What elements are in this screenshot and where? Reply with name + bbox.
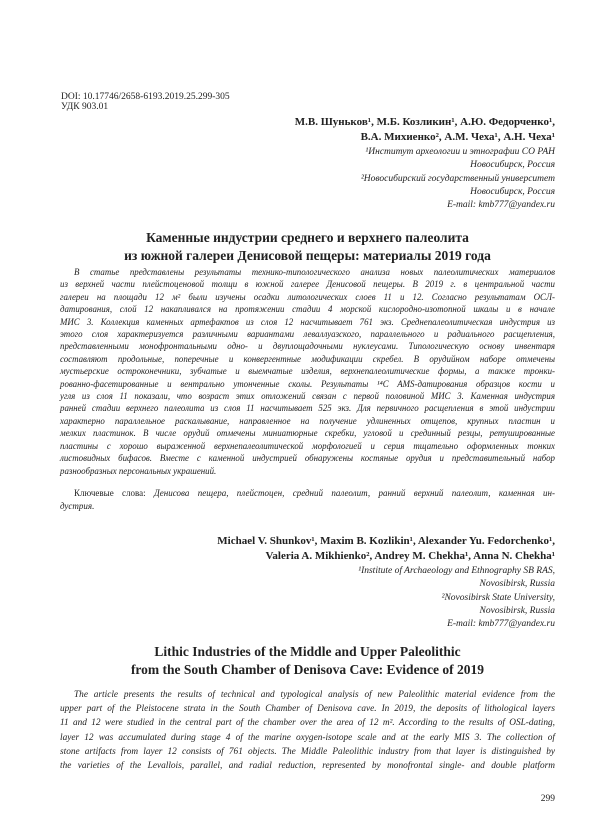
abstract-line: характерно параллельное раскалывание, направленное на получение удлиненных отщепов, крупных пластин и [60,415,555,426]
page-number: 299 [540,794,555,804]
abstract-line: layer 12 was accumulated during stage 4 of the marine oxygen-isotope scale and at the early MIS 3. The collection of [60,732,555,743]
abstract-line: представленными монофронтальными одно- и двуплощадочными нуклеусами. Типологическую основу инвентаря [60,341,555,352]
ru-affiliations [361,146,555,212]
abstract-line: рованно-фасетированные и вентрально утонченные сколы. Результаты ¹⁴C AMS-датирования образцов кости и [60,378,555,389]
title-line: Lithic Industries of the Middle and Upper Paleolithic [154,644,461,659]
author-line: Valeria A. Mikhienko², Andrey M. Chekha¹, Anna N. Chekha¹ [265,549,555,562]
keywords-label: Ключевые слова: [74,488,155,498]
abstract-line: пластины с хорошо выраженной верхнепалеолитической морфологией и серия тщательно оформленных тонких [60,440,555,451]
ru-authors [295,115,555,144]
abstract-line: В статье представлены результаты технико-типологического анализа новых палеолитических материалов [74,267,555,277]
affiliation-line: Новосибирск, Россия [470,186,555,197]
affiliation-line: Novosibirsk, Russia [479,605,555,616]
ru-title [60,229,555,264]
abstract-line: листовидных бифасов. Вместе с каменной индустрией обнаружены костяные орудия и представительный набор [60,453,555,464]
abstract-line: мустьерские остроконечники, зубчатые и выемчатые изделия, верхнепалеолитические формы, а также тронки- [60,366,555,377]
abstract-line: ранней стадии верхнего палеолита из слоя 11 насчитывает 525 экз. Для первичного расщепления в этой индустрии [60,403,555,414]
affiliation-line: Новосибирск, Россия [470,160,555,171]
abstract-line: upper part of the Pleistocene strata in the South Chamber of Denisova cave. In 2019, the deposits of lithological layers [60,704,555,715]
abstract-line: из верхней части плейстоценовой толщи в южной галерее Денисовой пещеры. В 2019 г. в центральной части [60,279,555,290]
keywords-text: Денисова пещера, плейстоцен, средний палеолит, ранний верхний палеолит, каменная ин- [154,488,555,498]
en-abstract [60,688,555,773]
ru-abstract [60,266,555,477]
udk-code: УДК 903.01 [61,102,109,112]
en-title [60,643,555,678]
abstract-line: составляют продольные, поперечные и конвергентные модификации скребел. В орудийном наборе отмечены [60,353,555,364]
keywords-text: дустрия. [60,500,95,511]
abstract-line: the varieties of the Levallois, parallel, and radial reduction, represented by monofrontal single- and double platform [60,761,555,772]
abstract-line: stone artifacts from layer 12 consists of 761 objects. The Middle Paleolithic industry from that layer is distinguished by [60,746,555,757]
affiliation-line: ²Novosibirsk State University, [441,592,555,603]
title-line: from the South Chamber of Denisova Cave: Evidence of 2019 [130,661,485,677]
affiliation-line: ¹Institute of Archaeology and Ethnography SB RAS, [358,566,555,576]
abstract-line: The article presents the results of technical and typological analysis of new Paleolithic material evidence from the [74,690,555,700]
abstract-line: МИС 3. Коллекция каменных артефактов из слоя 12 насчитывает 761 экз. Среднепалеолитическая индустрия из [60,316,555,327]
author-line: М.В. Шуньков¹, М.Б. Козликин¹, А.Ю. Федорченко¹, [294,116,555,128]
en-authors [217,534,555,563]
title-line: Каменные индустрии среднего и верхнего палеолита [146,230,469,245]
affiliation-line: ¹Институт археологии и этнографии СО РАН [365,147,555,157]
abstract-line: разнообразных персональных украшений. [60,465,217,476]
affiliation-line: ²Новосибирский государственный университет [360,173,555,184]
abstract-line: датирования, слой 12 накапливался на протяжении стадии 4 морской кислородно-изотопной шкалы и в начале [60,304,555,315]
email: E-mail: kmb777@yandex.ru [447,619,555,630]
ru-keywords [60,487,555,512]
affiliation-line: Novosibirsk, Russia [479,579,555,590]
author-line: В.А. Михиенко², А.М. Чеха¹, А.Н. Чеха¹ [360,130,555,143]
author-line: Michael V. Shunkov¹, Maxim B. Kozlikin¹, Alexander Yu. Fedorchenko¹, [217,535,555,547]
en-affiliations [358,565,555,631]
doi: DOI: 10.17746/2658-6193.2019.25.299-305 [61,92,230,102]
abstract-line: 11 and 12 were studied in the central part of the chamber over the area of 12 m². According to the results of OSL-dating, [60,718,555,729]
abstract-line: мелких пластинок. В числе орудий отмечены миниатюрные скребки, угловой и срединный резцы, ретушированные [60,428,555,439]
abstract-line: угля из слоя 11 показали, что возраст этих отложений связан с первой половиной МИС 3. Каменная индустрия [60,391,555,402]
email: E-mail: kmb777@yandex.ru [447,200,555,211]
abstract-line: галереи на площади 12 м² были изучены осадки литологических слоев 11 и 12. Согласно результатам ОСЛ- [60,291,555,302]
title-line: из южной галереи Денисовой пещеры: материалы 2019 года [124,247,491,263]
abstract-line: этого слоя характеризуется различными вариантами леваллуазского, параллельного и радиального расщепления, [60,329,555,340]
